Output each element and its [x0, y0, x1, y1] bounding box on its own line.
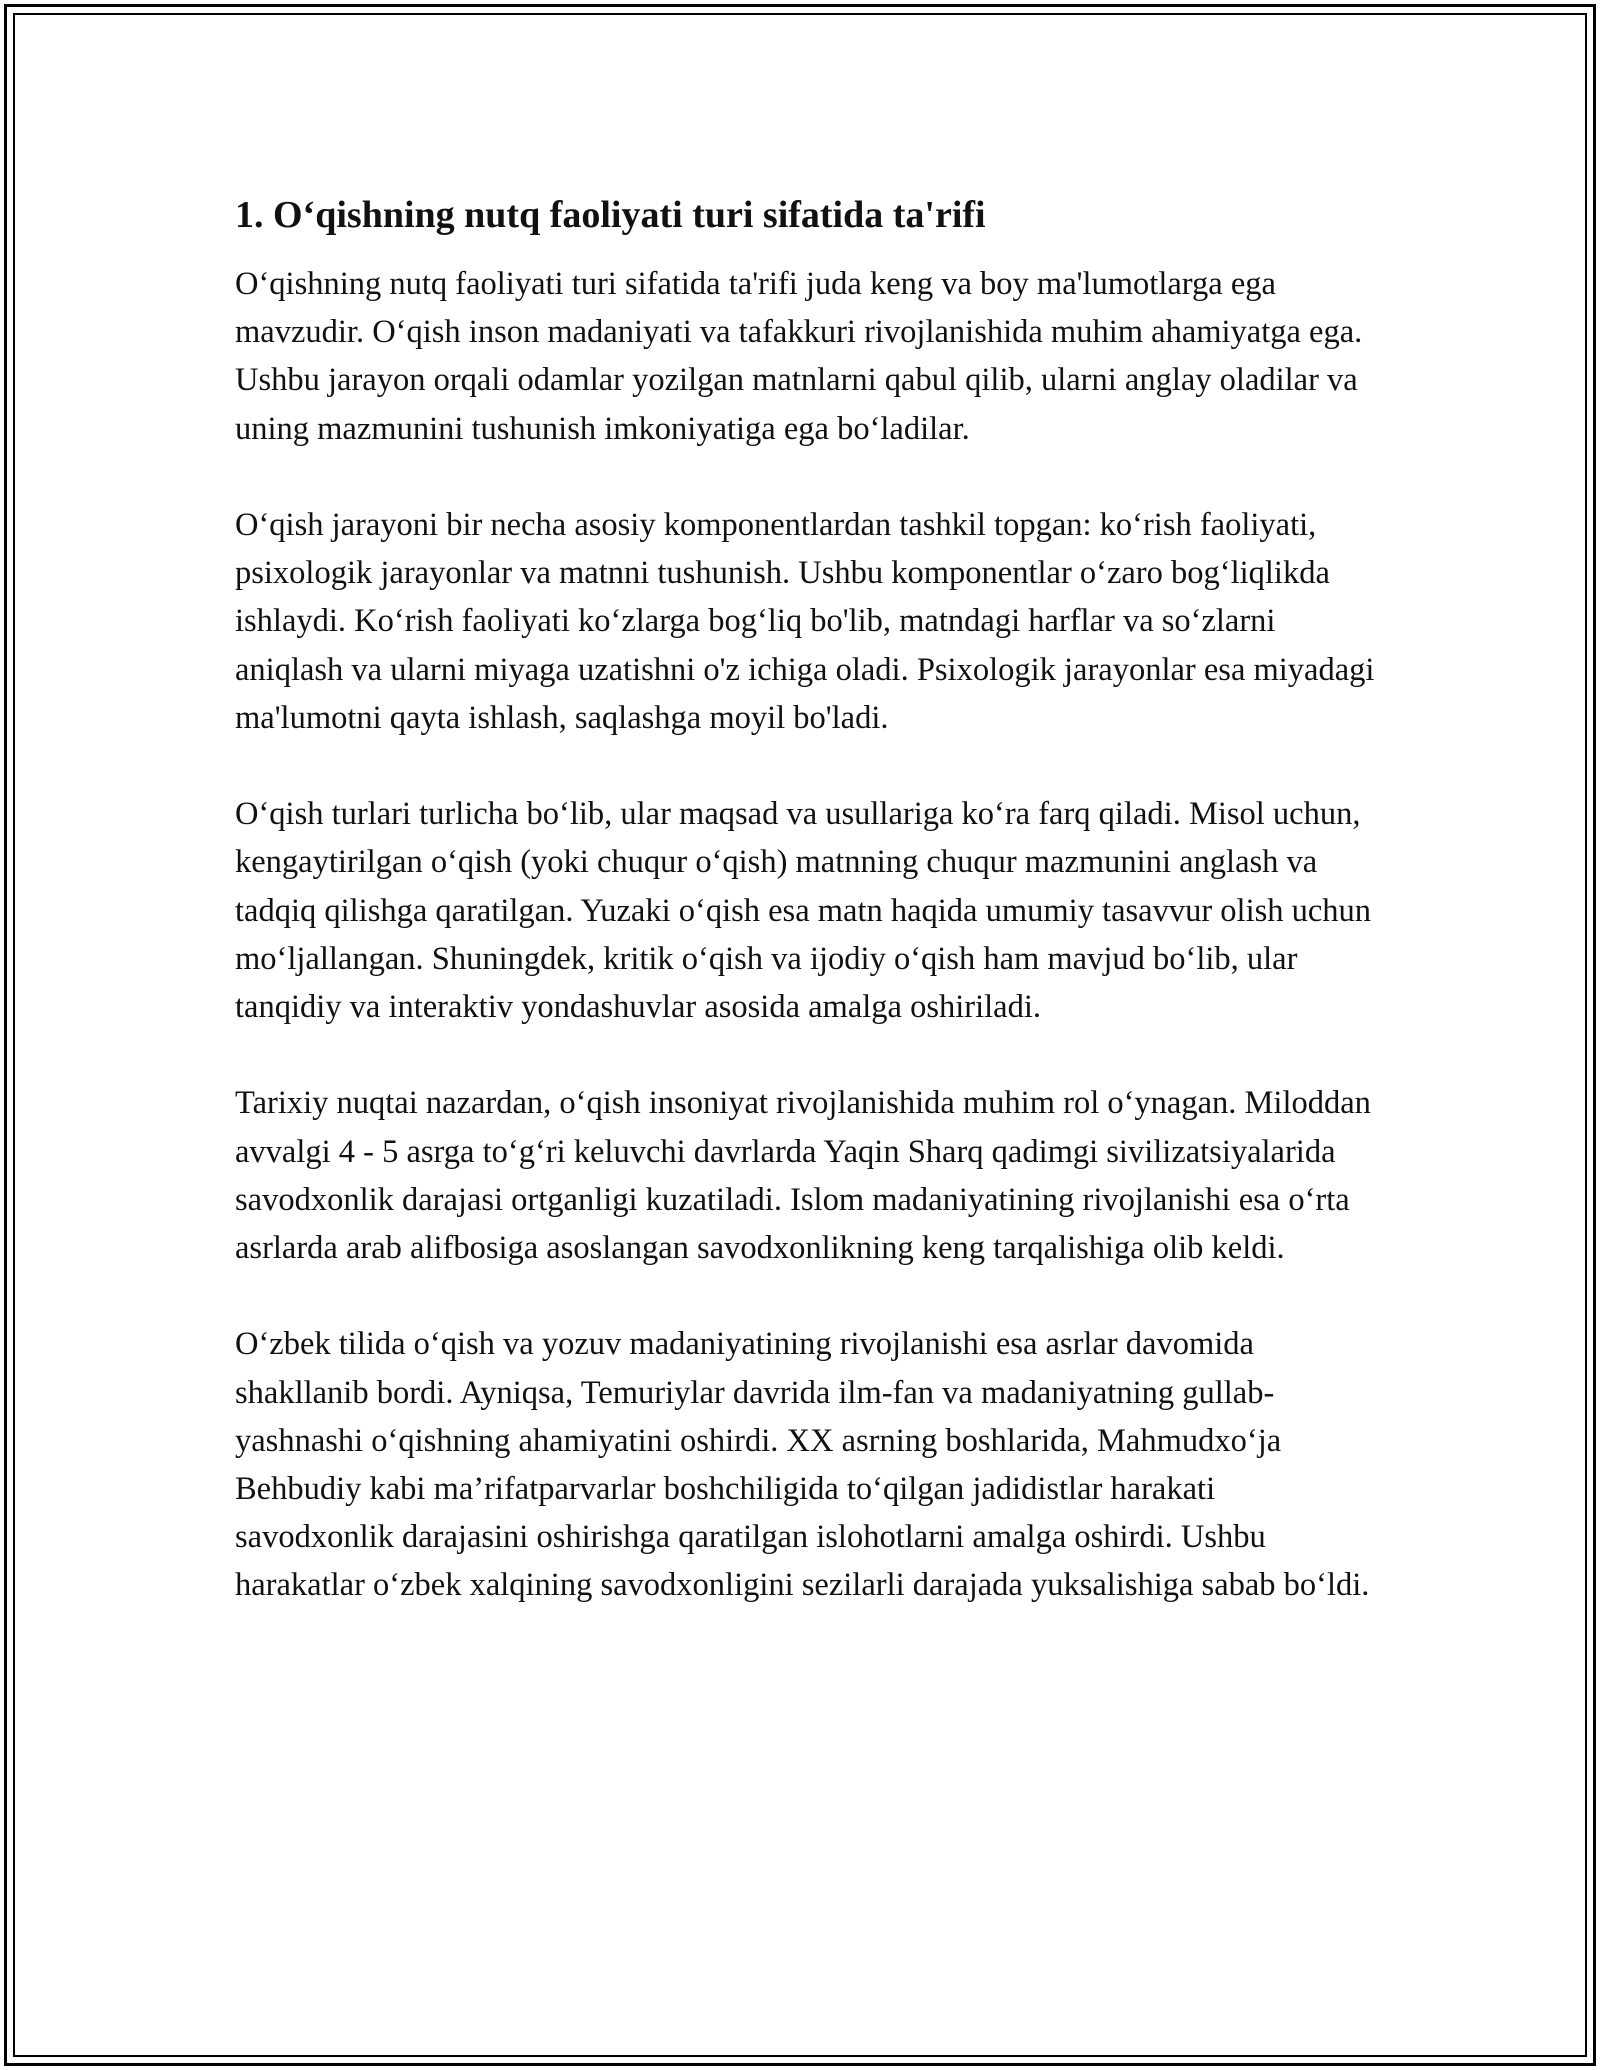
section-title: 1. O‘qishning nutq faoliyati turi sifatida ta'rifi	[235, 194, 986, 236]
paragraph-5: O‘zbek tilida o‘qish va yozuv madaniyatining rivojlanishi esa asrlar davomida shakllanib bordi. Ayniqsa, Temuriylar davrida ilm-fan va madaniyatning gullab-yashnashi o‘qishning ahamiyatini oshirdi. XX asrning boshlarida, Mahmudxo‘ja Behbudiy kabi ma’rifatparvarlar boshchiligida to‘qilgan jadidistlar harakati savodxonlik darajasini oshirishga qaratilgan islohotlarni amalga oshirdi. Ushbu harakatlar o‘zbek xalqining savodxonligini sezilarli darajada yuksalishiga sabab bo‘ldi.	[235, 1326, 1370, 1604]
paragraph-1: O‘qishning nutq faoliyati turi sifatida ta'rifi juda keng va boy ma'lumotlarga ega mavzudir. O‘qish inson madaniyati va tafakkuri rivojlanishida muhim ahamiyatga ega. Ushbu jarayon orqali odamlar yozilgan matnlarni qabul qilib, ularni anglay oladilar va uning mazmunini tushunish imkoniyatiga ega bo‘ladilar.	[235, 266, 1363, 447]
document-body	[235, 185, 1375, 1610]
paragraph-4: Tarixiy nuqtai nazardan, o‘qish insoniyat rivojlanishida muhim rol o‘ynagan. Miloddan avvalgi 4 - 5 asrga to‘g‘ri keluvchi davrlarda Yaqin Sharq qadimgi sivilizatsiyalarida savodxonlik darajasi ortganligi kuzatiladi. Islom madaniyatining rivojlanishi esa o‘rta asrlarda arab alifbosiga asoslangan savodxonlikning keng tarqalishiga olib keldi.	[235, 1085, 1371, 1267]
paragraph-3: O‘qish turlari turlicha bo‘lib, ular maqsad va usullariga ko‘ra farq qiladi. Misol uchun, kengaytirilgan o‘qish (yoki chuqur o‘qish) matnning chuqur mazmunini anglash va tadqiq qilishga qaratilgan. Yuzaki o‘qish esa matn haqida umumiy tasavvur olish uchun mo‘ljallangan. Shuningdek, kritik o‘qish va ijodiy o‘qish ham mavjud bo‘lib, ular tanqidiy va interaktiv yondashuvlar asosida amalga oshiriladi.	[235, 796, 1372, 1026]
paragraph-2: O‘qish jarayoni bir necha asosiy komponentlardan tashkil topgan: ko‘rish faoliyati, psixologik jarayonlar va matnni tushunish. Ushbu komponentlar o‘zaro bog‘liqlikda ishlaydi. Ko‘rish faoliyati ko‘zlarga bog‘liq bo'lib, matndagi harflar va so‘zlarni aniqlash va ularni miyaga uzatishni o'z ichiga oladi. Psixologik jarayonlar esa miyadagi ma'lumotni qayta ishlash, saqlashga moyil bo'ladi.	[235, 507, 1375, 736]
